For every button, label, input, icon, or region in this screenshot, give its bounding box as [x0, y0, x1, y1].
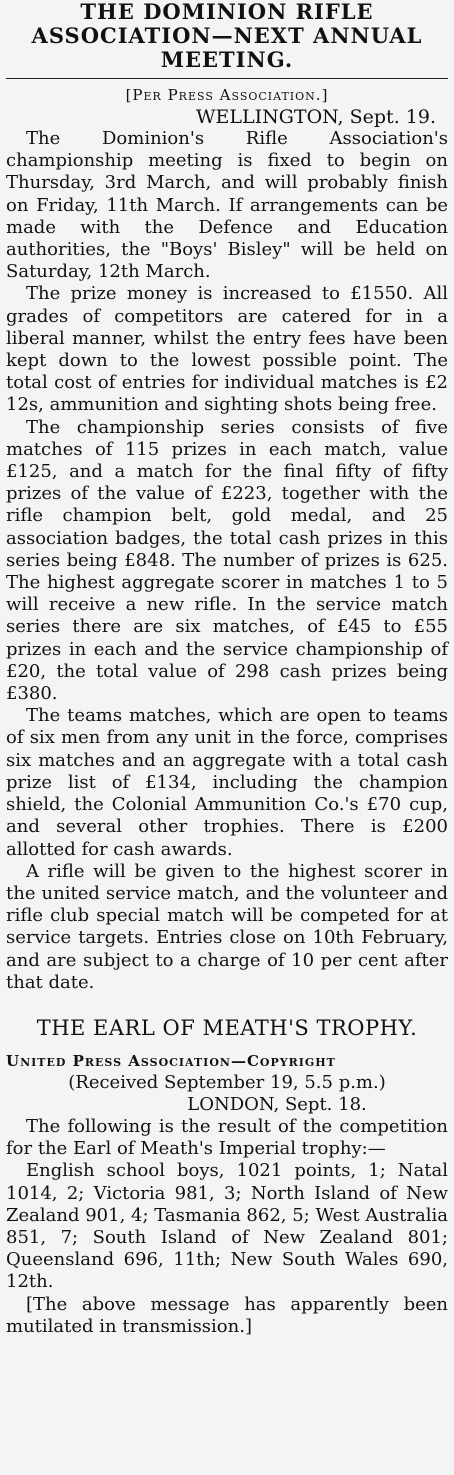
article1-paragraph: The prize money is increased to £1550. All grades of competitors are catered for in a liberal manner, whilst the entry fees have been kept down to the lowest possible point. The total cost of entries for individual matches is £2 12s, ammunition and sighting shots being free.	[6, 283, 448, 416]
article2-paragraph: The following is the result of the competition for the Earl of Meath's Imperial trophy:—	[6, 1115, 448, 1160]
article2-received: (Received September 19, 5.5 p.m.)	[68, 1071, 386, 1093]
article1-place-date: WELLINGTON, Sept. 19.	[195, 106, 436, 128]
article2-agency: United Press Association—Copyright	[6, 1051, 336, 1070]
article1-headline: THE DOMINION RIFLE ASSOCIATION—NEXT ANNUAL MEETING.	[31, 0, 423, 72]
article1-paragraph: A rifle will be given to the highest scorer in the united service match, and the volunteer and rifle club special match will be competed for at service targets. Entries close on 10th February, and are subject to a charge of 10 per cent after that date.	[6, 860, 448, 993]
headline-rule	[6, 78, 448, 79]
article1-paragraph: The Dominion's Rifle Association's championship meeting is fixed to begin on Thursday, 3rd March, and will probably finish on Friday, 11th March. If arrangements can be made with the Defence and Education authorities, the "Boys' Bisley" will be held on Saturday, 12th March.	[6, 128, 448, 283]
article1-agency: [Per Press Association.]	[125, 86, 329, 104]
article2-editor-note: [The above message has apparently been mutilated in transmission.]	[6, 1293, 448, 1337]
article2-headline: THE EARL OF MEATH'S TROPHY.	[36, 1015, 418, 1040]
article1-paragraph: The championship series consists of five matches of 115 prizes in each match, value £125, and a match for the final fifty of fifty prizes of the value of £223, together with the rifle champion belt, gold medal, and 25 association badges, the total cash prizes in this series being £848. The number of prizes is 625. The highest aggregate scorer in matches 1 to 5 will receive a new rifle. In the service match series there are six matches, of £45 to £55 prizes in each and the service championship of £20, the total value of 298 cash prizes being £380.	[6, 416, 448, 705]
article1-paragraph: The teams matches, which are open to teams of six men from any unit in the force, comprises six matches and an aggregate with a total cash prize list of £134, including the champion shield, the Colonial Ammunition Co.'s £70 cup, and several other trophies. There is £200 allotted for cash awards.	[6, 705, 448, 860]
article2-paragraph: English school boys, 1021 points, 1; Natal 1014, 2; Victoria 981, 3; North Island of New Zealand 901, 4; Tasmania 862, 5; West Australia 851, 7; South Island of New Zealand 801; Queensland 696, 11th; New South Wales 690, 12th.	[6, 1160, 448, 1293]
article2-place-date: LONDON, Sept. 18.	[187, 1093, 367, 1115]
